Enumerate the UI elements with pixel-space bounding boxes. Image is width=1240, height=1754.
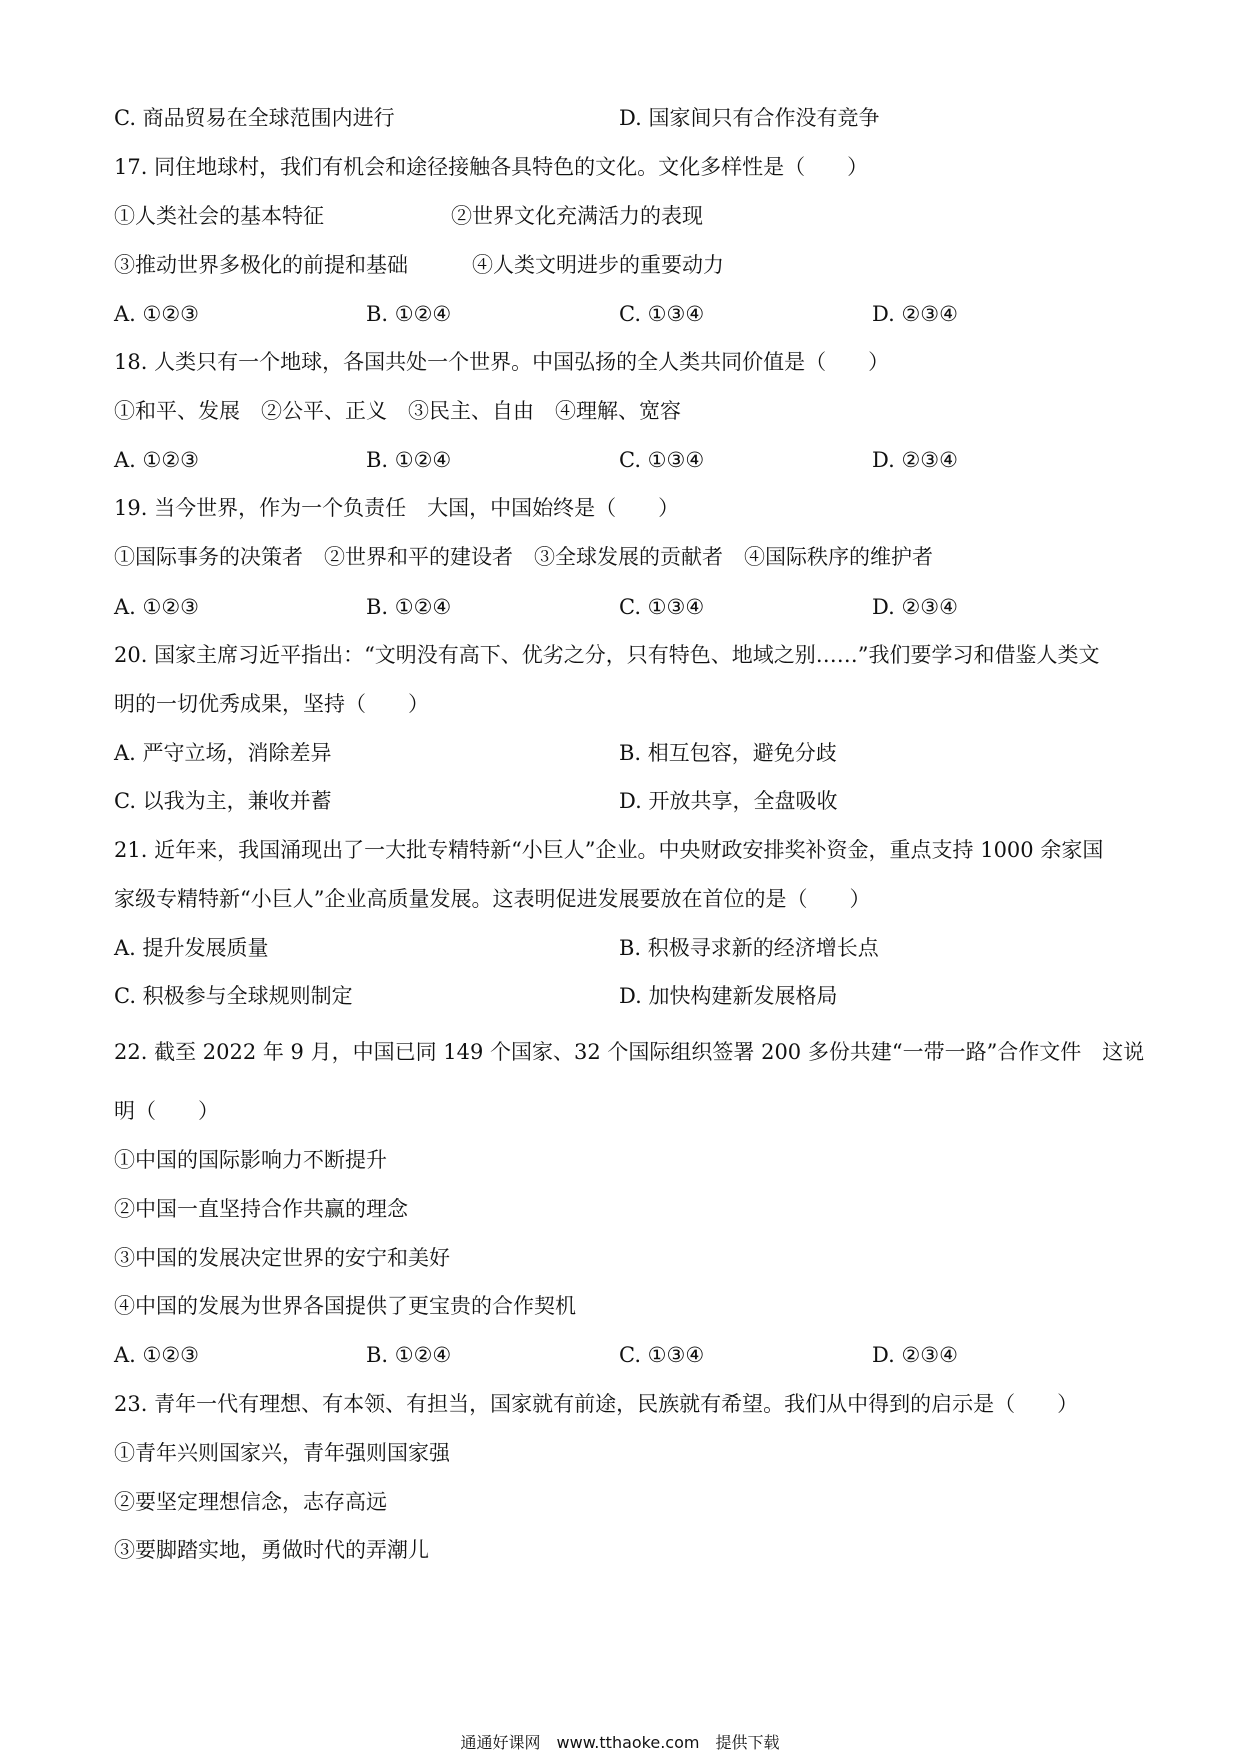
q20-stem-line-2: 明的一切优秀成果，坚持（ ） [114,692,429,716]
q17-option-d: D. ②③④ [872,302,958,326]
q18-option-a: A. ①②③ [114,448,199,472]
q23-statement-1: ①青年兴则国家兴，青年强则国家强 [114,1441,450,1465]
q22-statement-4: ④中国的发展为世界各国提供了更宝贵的合作契机 [114,1294,576,1318]
q19-option-d: D. ②③④ [872,595,958,619]
q22-option-b: B. ①②④ [366,1343,452,1367]
q17-statement-3: ③推动世界多极化的前提和基础 [114,253,408,277]
q21-option-a: A. 提升发展质量 [114,936,269,960]
q23-statement-3: ③要脚踏实地，勇做时代的弄潮儿 [114,1538,429,1562]
q21-option-d: D. 加快构建新发展格局 [619,984,838,1008]
q22-option-d: D. ②③④ [872,1343,958,1367]
q22-statement-3: ③中国的发展决定世界的安宁和美好 [114,1246,450,1270]
q18-option-d: D. ②③④ [872,448,958,472]
q20-option-c: C. 以我为主，兼收并蓄 [114,789,332,813]
q23-stem: 23. 青年一代有理想、有本领、有担当，国家就有前途，民族就有希望。我们从中得到的启示是（ ） [114,1392,1079,1416]
q18-option-c: C. ①③④ [619,448,705,472]
q19-option-c: C. ①③④ [619,595,705,619]
q21-option-b: B. 积极寻求新的经济增长点 [619,936,879,960]
q20-option-d: D. 开放共享，全盘吸收 [619,789,838,813]
q22-stem-line-1: 22. 截至 2022 年 9 月，中国已同 149 个国家、32 个国际组织签署 200 多份共建“一带一路”合作文件 这说 [114,1040,1145,1064]
q17-option-b: B. ①②④ [366,302,452,326]
q21-stem-line-1: 21. 近年来，我国涌现出了一大批专精特新“小巨人”企业。中央财政安排奖补资金，重点支持 1000 余家国 [114,838,1104,862]
q22-option-a: A. ①②③ [114,1343,199,1367]
q22-stem-line-2: 明（ ） [114,1099,219,1123]
q17-statement-1: ①人类社会的基本特征 [114,204,324,228]
q21-stem-line-2: 家级专精特新“小巨人”企业高质量发展。这表明促进发展要放在首位的是（ ） [114,887,871,911]
q19-option-b: B. ①②④ [366,595,452,619]
q20-option-a: A. 严守立场，消除差异 [114,741,332,765]
q18-stem: 18. 人类只有一个地球，各国共处一个世界。中国弘扬的全人类共同价值是（ ） [114,350,890,374]
q16-option-c: C. 商品贸易在全球范围内进行 [114,106,395,130]
q22-option-c: C. ①③④ [619,1343,705,1367]
q18-option-b: B. ①②④ [366,448,452,472]
q19-option-a: A. ①②③ [114,595,199,619]
q17-option-c: C. ①③④ [619,302,705,326]
q17-stem: 17. 同住地球村，我们有机会和途径接触各具特色的文化。文化多样性是（ ） [114,155,869,179]
q17-option-a: A. ①②③ [114,302,199,326]
q17-statement-4: ④人类文明进步的重要动力 [472,253,724,277]
q20-stem-line-1: 20. 国家主席习近平指出：“文明没有高下、优劣之分，只有特色、地域之别……”我们要学习和借鉴人类文 [114,643,1100,667]
q19-statements: ①国际事务的决策者 ②世界和平的建设者 ③全球发展的贡献者 ④国际秩序的维护者 [114,545,933,569]
q16-option-d: D. 国家间只有合作没有竞争 [619,106,880,130]
q22-statement-1: ①中国的国际影响力不断提升 [114,1148,387,1172]
q19-stem: 19. 当今世界，作为一个负责任 大国，中国始终是（ ） [114,496,680,520]
q23-statement-2: ②要坚定理想信念，志存高远 [114,1490,387,1514]
q20-option-b: B. 相互包容，避免分歧 [619,741,837,765]
q21-option-c: C. 积极参与全球规则制定 [114,984,353,1008]
q18-statements: ①和平、发展 ②公平、正义 ③民主、自由 ④理解、宽容 [114,399,681,423]
q17-statement-2: ②世界文化充满活力的表现 [451,204,703,228]
page-footer: 通通好课网 www.tthaoke.com 提供下载 [460,1733,780,1752]
q22-statement-2: ②中国一直坚持合作共赢的理念 [114,1197,408,1221]
